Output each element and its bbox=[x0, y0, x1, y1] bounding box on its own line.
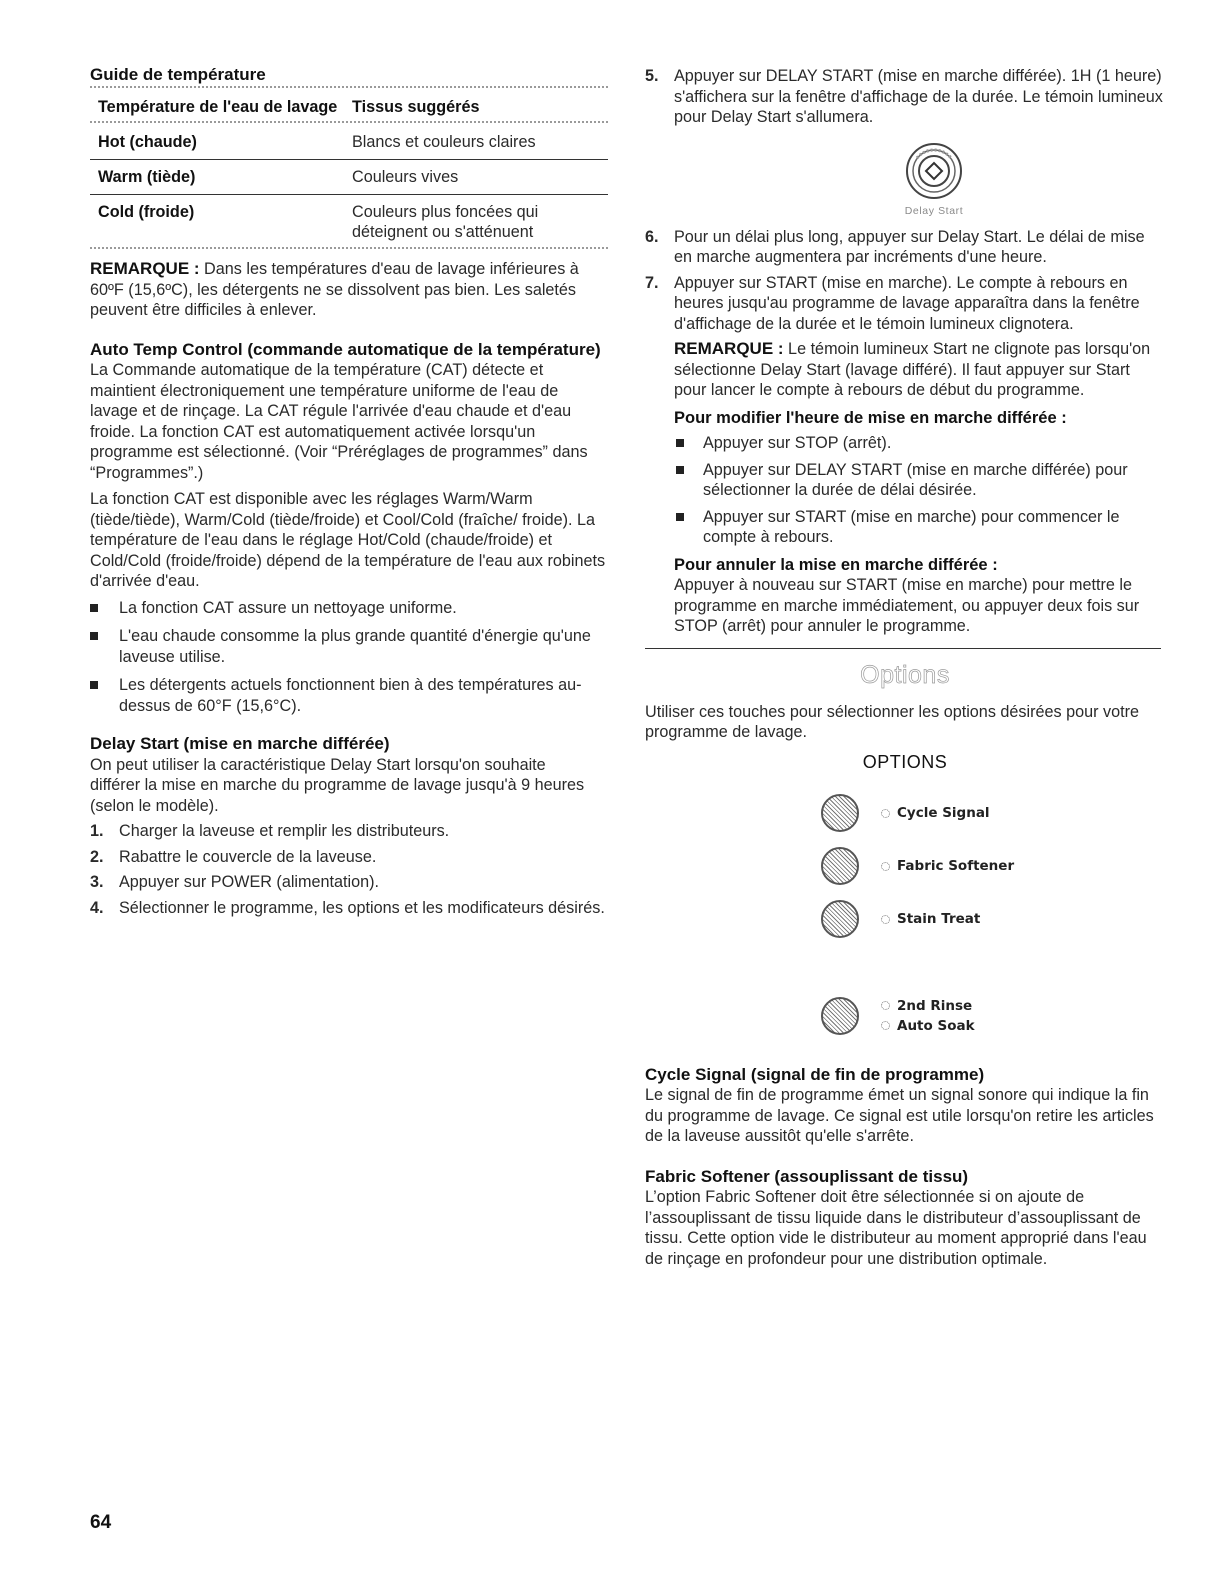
table-cell: Hot (chaude) bbox=[98, 133, 197, 151]
cancel-paragraph: Appuyer à nouveau sur START (mise en marche) pour mettre le programme en marche immédiatement, ou appuyer deux fois sur STOP (arrêt) pour annuler le programme. bbox=[674, 576, 1140, 635]
remarque-text: Le témoin lumineux Start ne clignote pas lorsqu'on sélectionne Delay Start (lavage différé). Il faut appuyer sur Start pour lancer le compte à rebours de début du programme. bbox=[674, 340, 1151, 399]
bullet-icon bbox=[90, 681, 98, 689]
delay-start-button-label: Delay Start bbox=[904, 204, 964, 217]
step-text: Sélectionner le programme, les options et les modificateurs désirés. bbox=[119, 898, 605, 917]
options-panel-label: OPTIONS bbox=[862, 751, 948, 772]
step-number: 3. bbox=[90, 873, 104, 891]
list-item bbox=[645, 507, 1165, 548]
table-row bbox=[90, 160, 608, 195]
left-column bbox=[90, 64, 608, 918]
autotemp-heading: Auto Temp Control (commande automatique de la température) bbox=[90, 339, 601, 359]
list-item bbox=[90, 898, 608, 919]
step-number: 1. bbox=[90, 822, 104, 840]
list-item bbox=[90, 626, 608, 667]
step-number: 4. bbox=[90, 898, 104, 917]
section-divider bbox=[645, 648, 1161, 649]
delay-start-button bbox=[905, 142, 963, 205]
option-label bbox=[881, 1018, 975, 1034]
autotemp-bullets bbox=[90, 598, 608, 717]
step-text: Charger la laveuse et remplir les distributeurs. bbox=[119, 822, 450, 840]
remarque-paragraph bbox=[90, 259, 608, 321]
delay-start-illustration bbox=[703, 142, 1165, 217]
list-item bbox=[645, 66, 1165, 128]
option-label bbox=[881, 805, 990, 821]
page-number: 64 bbox=[90, 1512, 112, 1533]
stain-treat-button bbox=[821, 900, 859, 938]
list-item-text: Appuyer sur DELAY START (mise en marche différée) pour sélectionner la durée de délai désirée. bbox=[703, 460, 1128, 499]
step-text: Rabattre le couvercle de la laveuse. bbox=[119, 847, 377, 866]
indicator-light-icon bbox=[881, 1001, 890, 1010]
list-item bbox=[90, 598, 608, 619]
table-cell: Blancs et couleurs claires bbox=[352, 133, 536, 151]
list-item bbox=[90, 675, 608, 716]
option-fabric-softener bbox=[821, 840, 1165, 893]
step-text: Appuyer sur START (mise en marche). Le compte à rebours en heures jusqu'au programme de lavage apparaîtra dans la fenêtre d'affichage de la durée et le témoin lumineux clignotera. bbox=[674, 273, 1140, 333]
delay-steps bbox=[90, 821, 608, 918]
option-label-text: 2nd Rinse bbox=[897, 997, 973, 1014]
option-label-group bbox=[881, 998, 975, 1034]
table-row bbox=[90, 126, 608, 160]
fabric-softener-paragraph: L’option Fabric Softener doit être sélectionnée si on ajoute de l’assouplissant de tissu liquide dans le distributeur d’assouplissant de tissu. Cette option vide le distributeur au moment approprié dans l'eau de rinçage en profondeur pour une distribution optimale. bbox=[645, 1188, 1147, 1268]
option-label-text: Auto Soak bbox=[897, 1017, 975, 1034]
list-item bbox=[90, 847, 608, 868]
table-header-row bbox=[90, 91, 608, 121]
cycle-signal-heading: Cycle Signal (signal de fin de programme) bbox=[645, 1064, 985, 1084]
modify-heading: Pour modifier l'heure de mise en marche différée : bbox=[674, 408, 1067, 427]
options-section-title: Options bbox=[860, 660, 950, 689]
bullet-icon bbox=[90, 632, 98, 640]
step-text: Pour un délai plus long, appuyer sur Delay Start. Le délai de mise en marche augmentera par incréments d'une heure. bbox=[674, 227, 1145, 266]
table-cell: Cold (froide) bbox=[98, 203, 195, 221]
bullet-icon bbox=[676, 513, 684, 521]
indicator-light-icon bbox=[881, 915, 890, 924]
rinse-soak-button bbox=[821, 997, 859, 1035]
step-number: 7. bbox=[645, 273, 659, 292]
autotemp-paragraph: La fonction CAT est disponible avec les réglages Warm/Warm (tiède/tiède), Warm/Cold (tiède/froide) et Cool/Cold (fraîche/ froide). La température de l'eau dans le réglage Hot/Cold (chaude/froide) et Cold/Cold (froide/froide) dépend de la température de l'eau aux robinets d'arrivée d'eau. bbox=[90, 490, 606, 590]
list-item bbox=[90, 872, 608, 893]
table-cell: Warm (tiède) bbox=[98, 168, 196, 186]
indicator-light-icon bbox=[881, 809, 890, 818]
remarque-text: Dans les températures d'eau de lavage inférieures à 60ºF (15,6ºC), les détergents ne se dissolvent pas bien. Les saletés peuvent être difficiles à enlever. bbox=[90, 260, 579, 319]
delay-steps-continued bbox=[645, 66, 1165, 128]
remarque-paragraph bbox=[674, 339, 1165, 401]
option-label-text: Stain Treat bbox=[897, 911, 981, 927]
option-label bbox=[881, 858, 1014, 874]
list-item bbox=[645, 227, 1165, 268]
remarque-label: REMARQUE : bbox=[674, 339, 784, 358]
cycle-signal-button bbox=[821, 794, 859, 832]
table-header-cell: Température de l'eau de lavage bbox=[98, 98, 338, 116]
bullet-icon bbox=[90, 604, 98, 612]
divider bbox=[90, 247, 608, 252]
indicator-light-icon bbox=[881, 862, 890, 871]
temperature-table bbox=[90, 91, 608, 247]
table-row bbox=[90, 195, 608, 247]
fabric-softener-heading: Fabric Softener (assouplissant de tissu) bbox=[645, 1166, 969, 1186]
option-label-text: Cycle Signal bbox=[897, 805, 990, 821]
table-cell: Couleurs plus foncées qui déteignent ou s'atténuent bbox=[352, 203, 539, 241]
option-label bbox=[881, 998, 975, 1014]
bullet-icon bbox=[676, 466, 684, 474]
list-item-text: L'eau chaude consomme la plus grande quantité d'énergie qu'une laveuse utilise. bbox=[119, 627, 591, 666]
table-cell: Couleurs vives bbox=[352, 168, 459, 186]
delay-steps-continued bbox=[645, 227, 1165, 335]
cancel-heading: Pour annuler la mise en marche différée : bbox=[674, 555, 998, 574]
step-number: 6. bbox=[645, 227, 659, 246]
delay-start-intro: On peut utiliser la caractéristique Delay Start lorsqu'on souhaite différer la mise en marche du programme de lavage jusqu'à 9 heures (selon le modèle). bbox=[90, 755, 585, 815]
list-item bbox=[645, 433, 1165, 454]
option-rinse-soak bbox=[821, 988, 1165, 1044]
delay-start-heading: Delay Start (mise en marche différée) bbox=[90, 734, 390, 753]
option-label-text: Fabric Softener bbox=[897, 858, 1015, 874]
list-item bbox=[90, 821, 608, 842]
delay-start-knob-icon bbox=[905, 142, 963, 200]
right-column bbox=[645, 64, 1165, 1269]
option-stain-treat bbox=[821, 893, 1165, 946]
list-item-text: Les détergents actuels fonctionnent bien à des températures au-dessus de 60°F (15,6°C). bbox=[119, 676, 582, 715]
step-number: 2. bbox=[90, 847, 104, 866]
options-panel bbox=[645, 752, 1165, 1044]
autotemp-paragraph: La Commande automatique de la température (CAT) détecte et maintient électroniquement une température uniforme de l'eau de lavage et de rinçage. La CAT régule l'arrivée d'eau chaude et d'eau froide. La fonction CAT est automatiquement activée lorsqu'un programme est sélectionné. (Voir “Préréglages de programmes” dans “Programmes”.) bbox=[90, 361, 588, 482]
list-item-text: La fonction CAT assure un nettoyage uniforme. bbox=[119, 598, 457, 617]
list-item bbox=[645, 460, 1165, 501]
options-intro: Utiliser ces touches pour sélectionner les options désirées pour votre programme de lavage. bbox=[645, 702, 1139, 741]
option-label bbox=[881, 911, 980, 927]
modify-bullets bbox=[645, 433, 1165, 548]
step-number: 5. bbox=[645, 67, 659, 85]
step-text: Appuyer sur DELAY START (mise en marche différée). 1H (1 heure) s'affichera sur la fenêtre d'affichage de la durée. Le témoin lumineux pour Delay Start s'allumera. bbox=[674, 67, 1163, 126]
fabric-softener-button bbox=[821, 847, 859, 885]
list-item-text: Appuyer sur START (mise en marche) pour commencer le compte à rebours. bbox=[703, 507, 1120, 546]
bullet-icon bbox=[676, 439, 684, 447]
table-header-cell: Tissus suggérés bbox=[352, 98, 480, 116]
remarque-label: REMARQUE : bbox=[90, 259, 200, 278]
temperature-guide-title: Guide de température bbox=[90, 65, 266, 84]
list-item bbox=[645, 273, 1165, 335]
step-text: Appuyer sur POWER (alimentation). bbox=[119, 873, 379, 891]
option-cycle-signal bbox=[821, 787, 1165, 840]
list-item-text: Appuyer sur STOP (arrêt). bbox=[703, 434, 892, 452]
indicator-light-icon bbox=[881, 1021, 890, 1030]
cycle-signal-paragraph: Le signal de fin de programme émet un signal sonore qui indique la fin du programme de lavage. Ce signal est utile lorsqu'on retire les articles de la laveuse aussitôt qu'elle s'arrête. bbox=[645, 1086, 1154, 1145]
